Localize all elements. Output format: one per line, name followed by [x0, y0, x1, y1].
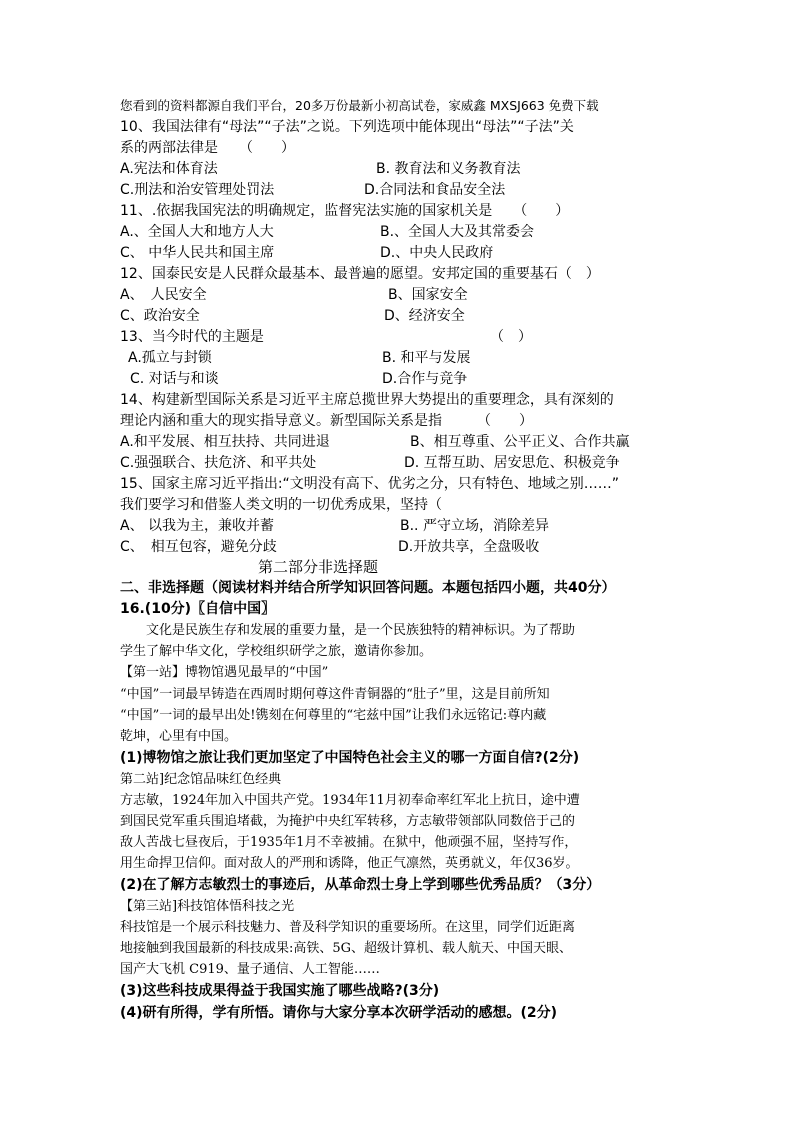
station3-text-line3: 国产大飞机 C919、量子通信、人工智能…… — [120, 962, 380, 977]
q16-intro-line2: 学生了解中华文化，学校组织研学之旅，邀请你参加。 — [120, 644, 433, 659]
station2-text-line3: 敌人苦战七昼夜后，于1935年1月不幸被捕。在狱中，他顽强不屈，坚持写作， — [120, 835, 578, 850]
q13-option-c: C. 对话与和谈 — [130, 371, 219, 387]
q13-option-a: A.孤立与封锁 — [128, 350, 212, 366]
station3-text-line2: 地接触到我国最新的科技成果:高铁、5G、超级计算机、载人航天、中国天眼、 — [120, 941, 573, 956]
station1-text-line3: 乾坤，心里有中国。 — [120, 729, 238, 744]
station1-title: 【第一站】博物馆遇见最早的“中国” — [120, 665, 329, 680]
q16-subquestion-1: (1)博物馆之旅让我们更加坚定了中国特色社会主义的哪一方面自信?(2分) — [120, 750, 580, 766]
q13-stem: 13、当今时代的主题是 — [120, 329, 264, 345]
q16-intro-line1: 文化是民族生存和发展的重要力量，是一个民族独特的精神标识。为了帮助 — [120, 623, 576, 638]
header-note: 您看到的资料都源自我们平台，20多万份最新小初高试卷，家威鑫 MXSJ663 免费下载 — [120, 98, 599, 113]
q11-option-c: C、 中华人民共和国主席 — [120, 245, 275, 261]
q12-stem: 12、国泰民安是人民群众最基本、最普遍的愿望。安邦定国的重要基石（ ） — [120, 266, 600, 282]
q13-option-d: D.合作与竞争 — [382, 371, 468, 387]
q15-stem-line1: 15、国家主席习近平指出:“文明没有高下、优劣之分，只有特色、地域之别……” — [120, 476, 620, 492]
q10-option-a: A.宪法和体育法 — [120, 161, 218, 177]
station2-title: 第二站]纪念馆品味红色经典 — [120, 772, 282, 787]
q12-option-b: B、国家安全 — [388, 287, 468, 303]
q14-option-a: A.和平发展、相互扶持、共同进退 — [120, 434, 330, 450]
q11-stem: 11、.依据我国宪法的明确规定，监督宪法实施的国家机关是 （ ） — [120, 203, 570, 219]
q15-option-d: D.开放共享，全盘吸收 — [398, 539, 540, 555]
q10-option-c: C.刑法和治安管理处罚法 — [120, 182, 275, 198]
station1-text-line1: “中国”一词最早铸造在西周时期何尊这件青铜器的“肚子”里，这是目前所知 — [120, 687, 550, 702]
q14-option-c: C.强强联合、扶危济、和平共处 — [120, 455, 317, 471]
q13-answer-paren: （ ） — [490, 329, 532, 345]
q15-option-a: A、 以我为主，兼收并蓄 — [120, 518, 275, 534]
q12-option-a: A、 人民安全 — [120, 287, 207, 303]
section2-heading: 二、非选择题（阅读材料并结合所学知识回答问题。本题包括四小题，共40分） — [120, 580, 616, 596]
station3-text-line1: 科技馆是一个展示科技魅力、普及科学知识的重要场所。在这里，同学们近距离 — [120, 920, 576, 935]
q14-option-b: B、相互尊重、公平正义、合作共赢 — [410, 434, 630, 450]
station1-text-line2: “中国”一词的最早出处!镌刻在何尊里的“宅兹中国”让我们永远铭记:尊内藏 — [120, 708, 547, 723]
q13-option-b: B. 和平与发展 — [382, 350, 471, 366]
q16-subquestion-4: (4)研有所得，学有所悟。请你与大家分享本次研学活动的感想。(2分) — [120, 1005, 558, 1021]
station3-title: 【第三站]科技馆体悟科技之光 — [120, 899, 295, 914]
q16-heading: 16.(10分)〖自信中国〗 — [120, 601, 276, 617]
q11-option-d: D.、中央人民政府 — [380, 245, 494, 261]
q15-option-b: B.. 严守立场，消除差异 — [400, 518, 549, 534]
q14-option-d: D. 互帮互助、居安思危、积极竞争 — [404, 455, 620, 471]
q10-stem-line1: 10、我国法律有“母法”“子法”之说。下列选项中能体现出“母法”“子法”关 — [120, 119, 574, 135]
q15-stem-line2: 我们要学习和借鉴人类文明的一切优秀成果，坚持（ — [120, 497, 442, 513]
q11-option-a: A.、全国人大和地方人大 — [120, 224, 274, 240]
q16-subquestion-2: (2)在了解方志敏烈士的事迹后，从革命烈士身上学到哪些优秀品质？（3分） — [120, 877, 601, 893]
q10-option-b: B. 教育法和义务教育法 — [376, 161, 521, 177]
q15-option-c: C、 相互包容，避免分歧 — [120, 539, 277, 555]
q10-stem-line2: 系的两部法律是 （ ） — [120, 140, 295, 156]
q14-stem-line1: 14、构建新型国际关系是习近平主席总揽世界大势提出的重要理念，具有深刻的 — [120, 392, 614, 408]
q16-subquestion-3: (3)这些科技成果得益于我国实施了哪些战略?(3分) — [120, 983, 440, 999]
q12-option-d: D、经济安全 — [384, 308, 465, 324]
station2-text-line2: 到国民党军重兵围追堵截，为掩护中央红军转移，方志敏带领部队同数倍于己的 — [120, 814, 576, 829]
station2-text-line4: 用生命捍卫信仰。面对敌人的严刑和诱降，他正气凛然，英勇就义，年仅36岁。 — [120, 856, 579, 871]
part2-title: 第二部分非选择题 — [258, 558, 379, 576]
q12-option-c: C、政治安全 — [120, 308, 200, 324]
q14-stem-line2: 理论内涵和重大的现实指导意义。新型国际关系是指 （ ） — [120, 413, 533, 429]
q10-option-d: D.合同法和食品安全法 — [364, 182, 506, 198]
station2-text-line1: 方志敏，1924年加入中国共产党。1934年11月初奉命率红军北上抗日，途中遭 — [120, 793, 580, 808]
q11-option-b: B.、全国人大及其常委会 — [380, 224, 535, 240]
